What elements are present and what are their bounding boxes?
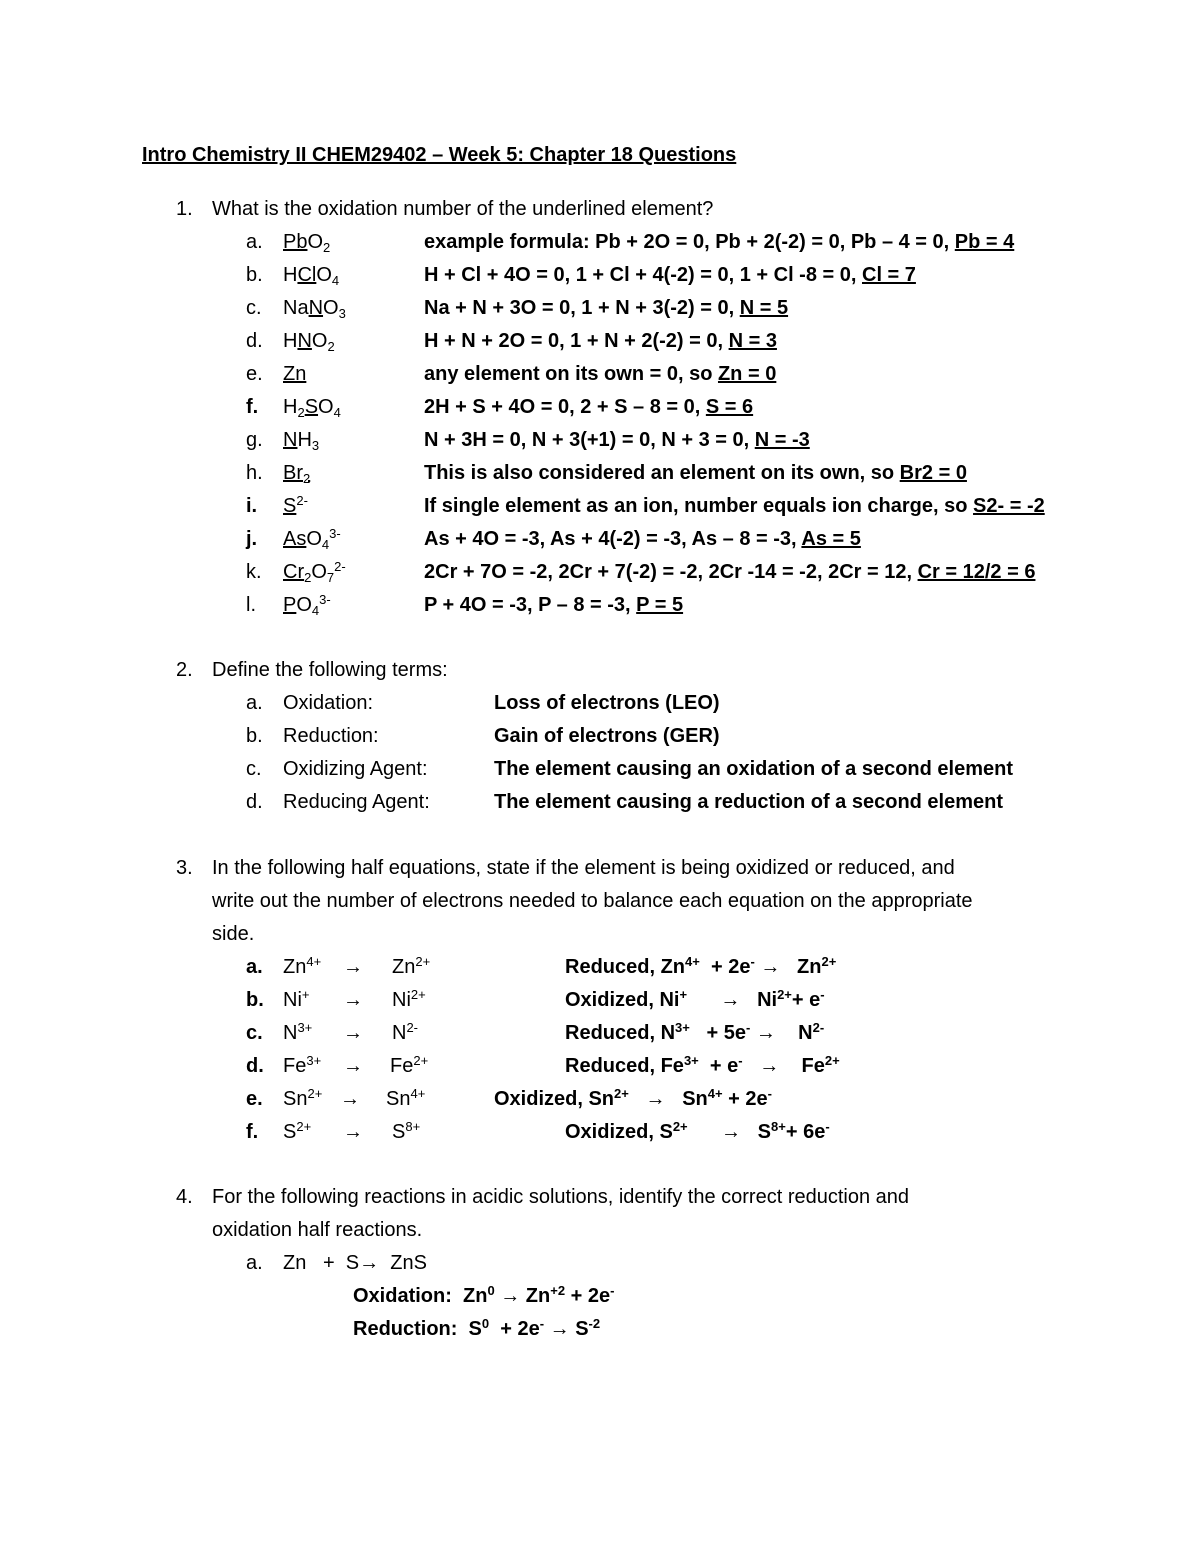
q1-l-work: P + 4O = -3, P – 8 = -3,	[424, 594, 637, 616]
arrow-icon: →	[343, 1055, 363, 1077]
q1-k-letter: k.	[246, 561, 262, 583]
arrow-icon: →	[340, 1088, 360, 1110]
q1-a-answer	[424, 230, 1014, 254]
q1-b-work: H + Cl + 4O = 0, 1 + Cl + 4(-2) = 0, 1 + Cl -8 = 0,	[424, 264, 862, 286]
q1-number: 1.	[176, 198, 193, 220]
q2-d-term: Reducing Agent:	[283, 791, 430, 813]
arrow-icon: →	[359, 1252, 380, 1274]
q1-h-letter: h.	[246, 462, 263, 484]
q4-a-oxidation: Oxidation: $Zn^0 \to Zn^{+2} + 2e^-$	[353, 1283, 615, 1307]
q3-e-product: $Sn^{4+}$	[386, 1086, 426, 1110]
q1-b-letter: b.	[246, 264, 263, 286]
q3-f-reactant: $S^{2+}$	[283, 1119, 312, 1143]
q3-a-product: $Zn^{2+}$	[392, 954, 431, 978]
q1-i-formula: $S^{2-}$	[283, 493, 308, 517]
q3-f-label: Oxidized,	[565, 1121, 654, 1143]
q1-j-result: As = 5	[801, 528, 861, 550]
q1-j-formula: AsO$_4^{3-}$	[283, 526, 341, 552]
q1-j-answer	[424, 527, 861, 551]
q3-b-answer: Oxidized, Ni+ → $Ni^{2+}+ e^-$	[565, 987, 825, 1011]
q4-prompt-line1: For the following reactions in acidic solutions, identify the correct reduction and	[212, 1186, 910, 1208]
q3-c-product: $N^{2-}$	[392, 1020, 419, 1044]
q1-b-formula: HClO$_4$	[283, 264, 340, 288]
q3-prompt-line2: write out the number of electrons needed to balance each equation on the appropriate	[212, 890, 973, 912]
q4-reduction-label: Reduction:	[353, 1318, 458, 1340]
q3-c-letter: c.	[246, 1022, 263, 1044]
q3-number: 3.	[176, 857, 193, 879]
q4-oxidation-label: Oxidation:	[353, 1285, 452, 1307]
q1-d-result: N = 3	[728, 330, 777, 352]
q1-l-result: P = 5	[636, 594, 684, 616]
q1-c-formula: NaNO$_3$	[283, 297, 346, 321]
q1-e-answer	[424, 362, 776, 386]
q2-b-term: Reduction:	[283, 725, 379, 747]
q3-a-reactant: $Zn^{4+}$	[283, 954, 322, 978]
q1-f-answer	[424, 395, 753, 419]
arrow-icon: →	[549, 1318, 570, 1340]
arrow-icon: →	[760, 956, 781, 978]
q1-f-formula: $H_2SO_4$	[283, 396, 341, 420]
q1-c-work: Na + N + 3O = 0, 1 + N + 3(-2) = 0,	[424, 297, 740, 319]
q1-j-letter: j.	[246, 528, 258, 550]
q4-a-reaction: Zn + S→ ZnS	[283, 1252, 427, 1274]
q1-g-letter: g.	[246, 429, 263, 451]
q2-a-term: Oxidation:	[283, 692, 374, 714]
q3-a-label: Reduced,	[565, 956, 656, 978]
q1-a-letter: a.	[246, 231, 263, 253]
arrow-icon: →	[720, 1121, 741, 1143]
q3-d-reactant: $Fe^{3+}$	[283, 1053, 322, 1077]
q3-e-label: Oxidized,	[494, 1088, 583, 1110]
q1-k-work: 2Cr + 7O = -2, 2Cr + 7(-2) = -2, 2Cr -14 = -2, 2Cr = 12,	[424, 561, 918, 583]
q2-a-definition: Loss of electrons (LEO)	[494, 692, 720, 714]
q1-h-work: This is also considered an element on its own, so	[424, 462, 900, 484]
q3-prompt-line1: In the following half equations, state if the element is being oxidized or reduced, and	[212, 857, 955, 879]
q3-b-product: $Ni^{2+}$	[392, 987, 426, 1011]
q2-b-definition: Gain of electrons (GER)	[494, 725, 720, 747]
q2-prompt: Define the following terms:	[212, 659, 448, 681]
q4-number: 4.	[176, 1186, 193, 1208]
arrow-icon: →	[645, 1088, 666, 1110]
q3-b-letter: b.	[246, 989, 264, 1011]
q1-prompt: What is the oxidation number of the underlined element?	[212, 198, 714, 220]
q1-i-answer	[424, 494, 1045, 518]
q3-prompt-line3: side.	[212, 923, 255, 945]
q1-h-formula: $Br_2$	[283, 462, 311, 486]
q1-e-formula: Zn	[283, 363, 307, 385]
q1-i-letter: i.	[246, 495, 258, 517]
q4-a-reduction: Reduction: $S^0 + 2e^- \to S^{-2}$	[353, 1316, 601, 1340]
q3-c-label: Reduced,	[565, 1022, 656, 1044]
q1-f-work: 2H + S + 4O = 0, 2 + S – 8 = 0,	[424, 396, 706, 418]
q3-a-answer: Reduced, $Zn^{4+} + 2e^- \to Zn^{2+}$	[565, 954, 837, 978]
q4-a-letter: a.	[246, 1252, 263, 1274]
q1-l-letter: l.	[246, 594, 256, 616]
q2-d-letter: d.	[246, 791, 263, 813]
q1-l-answer	[424, 593, 683, 617]
q1-e-result: Zn = 0	[717, 363, 777, 385]
q1-d-answer	[424, 329, 777, 353]
q3-b-reactant: Ni+	[283, 987, 310, 1011]
arrow-icon: →	[343, 1121, 363, 1143]
q4-prompt-line2: oxidation half reactions.	[212, 1219, 423, 1241]
q1-b-result: Cl = 7	[862, 264, 916, 286]
q3-b-label: Oxidized,	[565, 989, 654, 1011]
q1-c-answer	[424, 296, 788, 320]
q1-h-result: Br2 = 0	[899, 462, 967, 484]
q3-e-answer: Oxidized, $Sn^{2+}$ → $Sn^{4+} + 2e^-$	[494, 1086, 772, 1110]
q3-d-answer: Reduced, $Fe^{3+} + e^-$ → $Fe^{2+}$	[565, 1053, 840, 1077]
page-title: Intro Chemistry II CHEM29402 – Week 5: Chapter 18 Questions	[142, 144, 737, 166]
q2-c-definition: The element causing an oxidation of a second element	[494, 758, 1014, 780]
q3-c-reactant: $N^{3+}$	[283, 1020, 313, 1044]
q3-f-answer: Oxidized, $S^{2+}$ → $S^{8+}+ 6e^-$	[565, 1119, 830, 1143]
q3-f-product: $S^{8+}$	[392, 1119, 421, 1143]
q1-l-formula: $PO_4^{3-}$	[283, 592, 331, 618]
q1-d-work: H + N + 2O = 0, 1 + N + 2(-2) = 0,	[424, 330, 729, 352]
q1-a-result: Pb = 4	[954, 231, 1015, 253]
arrow-icon: →	[343, 989, 363, 1011]
q1-i-work: If single element as an ion, number equals ion charge, so	[424, 495, 974, 517]
q2-number: 2.	[176, 659, 193, 681]
arrow-icon: →	[720, 989, 741, 1011]
arrow-icon: →	[343, 1022, 363, 1044]
q2-c-letter: c.	[246, 758, 262, 780]
q3-d-label: Reduced,	[565, 1055, 656, 1077]
q1-k-answer	[424, 560, 1035, 584]
q1-c-letter: c.	[246, 297, 262, 319]
q2-c-term: Oxidizing Agent:	[283, 758, 428, 780]
q1-i-result: S2- = -2	[973, 495, 1045, 517]
q1-a-formula: PbO$_2$	[283, 231, 331, 255]
q2-d-definition: The element causing a reduction of a second element	[494, 791, 1004, 813]
q1-b-answer	[424, 263, 916, 287]
q1-k-formula: $Cr_2O_7^{2-}$	[283, 559, 346, 585]
q3-d-product: $Fe^{2+}$	[390, 1053, 429, 1077]
arrow-icon: →	[759, 1055, 780, 1077]
q1-e-letter: e.	[246, 363, 263, 385]
q1-d-formula: $HNO_2$	[283, 330, 335, 354]
q1-a-work: example formula: Pb + 2O = 0, Pb + 2(-2) = 0, Pb – 4 = 0,	[424, 231, 955, 253]
q1-d-letter: d.	[246, 330, 263, 352]
q2-b-letter: b.	[246, 725, 263, 747]
q1-j-work: As + 4O = -3, As + 4(-2) = -3, As – 8 = -3,	[424, 528, 802, 550]
q3-d-letter: d.	[246, 1055, 264, 1077]
q3-e-letter: e.	[246, 1088, 263, 1110]
q1-k-result: Cr = 12/2 = 6	[917, 561, 1036, 583]
arrow-icon: →	[500, 1285, 521, 1307]
arrow-icon: →	[755, 1022, 776, 1044]
q1-g-formula: $NH_3$	[283, 429, 320, 453]
q1-c-result: N = 5	[739, 297, 789, 319]
q1-h-answer	[424, 461, 967, 485]
q1-f-letter: f.	[246, 396, 259, 418]
q3-c-answer: Reduced, $N^{3+} + 5e^-$ → $N^{2-}$	[565, 1020, 825, 1044]
arrow-icon: →	[343, 956, 363, 978]
q3-e-reactant: $Sn^{2+}$	[283, 1086, 323, 1110]
q3-f-letter: f.	[246, 1121, 259, 1143]
q1-e-work: any element on its own = 0, so	[424, 363, 718, 385]
q2-a-letter: a.	[246, 692, 263, 714]
q1-g-result: N = -3	[754, 429, 810, 451]
q1-f-result: S = 6	[705, 396, 754, 418]
q3-a-letter: a.	[246, 956, 263, 978]
q1-g-work: N + 3H = 0, N + 3(+1) = 0, N + 3 = 0,	[424, 429, 755, 451]
q1-g-answer	[424, 428, 810, 452]
